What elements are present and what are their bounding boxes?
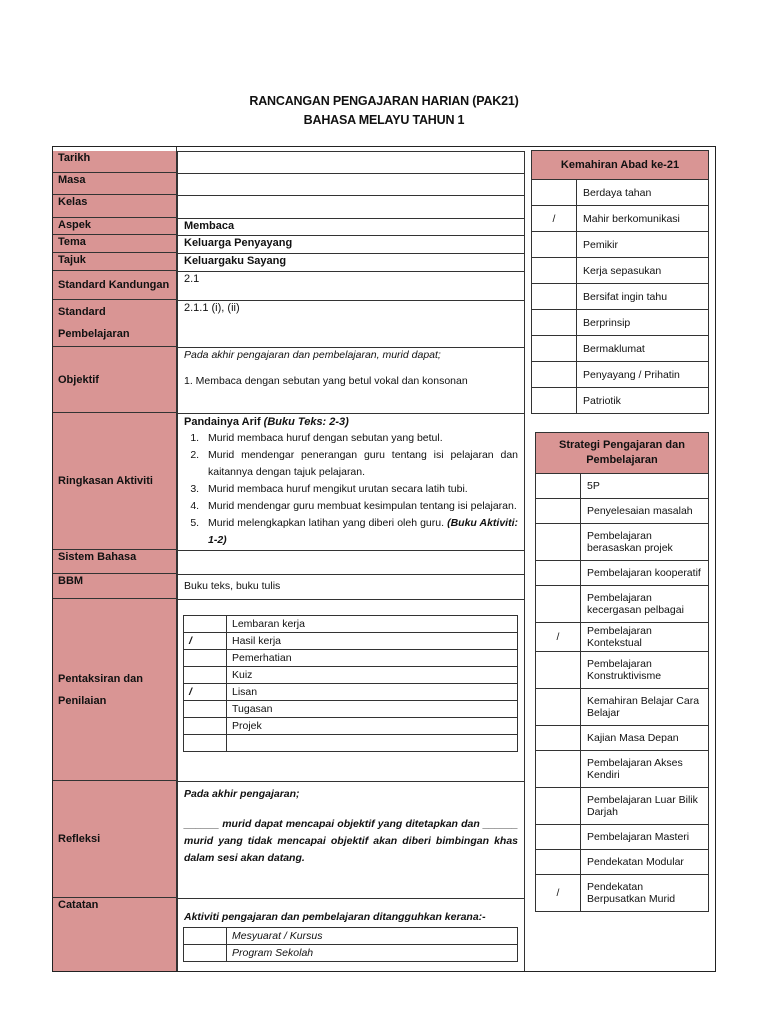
strategi-row [536, 751, 709, 788]
strategi-mark: / [536, 875, 581, 912]
label-sp-line1: Standard [58, 306, 106, 318]
strategi-text: Pendekatan Berpusatkan Murid [581, 875, 709, 912]
label-catatan: Catatan [53, 898, 176, 971]
pentaksiran-mark: / [184, 633, 227, 650]
value-tarikh [177, 151, 525, 174]
kemahiran-row [532, 284, 709, 310]
catatan-table [183, 927, 518, 962]
strategi-table [535, 432, 709, 912]
kemahiran-row [532, 388, 709, 414]
label-pentaksiran [53, 599, 176, 781]
pentaksiran-mark [184, 718, 227, 735]
kemahiran-row [532, 310, 709, 336]
strategi-mark [536, 788, 581, 825]
catatan-text: Mesyuarat / Kursus [227, 928, 518, 945]
label-masa: Masa [53, 173, 176, 195]
pentaksiran-row [184, 718, 518, 735]
kemahiran-mark [532, 388, 577, 414]
kemahiran-mark [532, 284, 577, 310]
value-standard-kandungan: 2.1 [177, 271, 525, 301]
kemahiran-mark [532, 362, 577, 388]
catatan-mark [184, 928, 227, 945]
pentaksiran-row [184, 667, 518, 684]
label-objektif: Objektif [53, 347, 176, 413]
pentaksiran-text: Tugasan [227, 701, 518, 718]
pentaksiran-table [183, 615, 518, 752]
strategi-text: Pembelajaran kecergasan pelbagai [581, 586, 709, 623]
kemahiran-mark: / [532, 206, 577, 232]
strategi-row [536, 689, 709, 726]
pentaksiran-text [227, 735, 518, 752]
pentaksiran-mark: / [184, 684, 227, 701]
label-kelas: Kelas [53, 195, 176, 218]
pentaksiran-mark [184, 701, 227, 718]
kemahiran-text: Kerja sepasukan [577, 258, 709, 284]
kemahiran-title: Kemahiran Abad ke-21 [532, 151, 709, 180]
strategi-text: Pembelajaran Akses Kendiri [581, 751, 709, 788]
strategi-row [536, 623, 709, 652]
label-ringkasan-aktiviti: Ringkasan Aktiviti [53, 413, 176, 550]
strategi-row [536, 850, 709, 875]
strategi-text: Kajian Masa Depan [581, 726, 709, 751]
pentaksiran-mark [184, 735, 227, 752]
ringkasan-item: 2. Murid mendengar penerangan guru tentang isi pelajaran dan kaitannya dengan tajuk pelajaran. [202, 447, 518, 481]
kemahiran-mark [532, 336, 577, 362]
pentaksiran-mark [184, 650, 227, 667]
strategi-mark [536, 524, 581, 561]
strategi-text: 5P [581, 474, 709, 499]
strategi-row [536, 825, 709, 850]
pentaksiran-text: Lembaran kerja [227, 616, 518, 633]
kemahiran-text: Bermaklumat [577, 336, 709, 362]
strategi-mark [536, 652, 581, 689]
kemahiran-text: Berdaya tahan [577, 180, 709, 206]
strategi-mark [536, 689, 581, 726]
kemahiran-row [532, 206, 709, 232]
strategi-title: Strategi Pengajaran dan Pembelajaran [536, 433, 709, 474]
catatan-intro: Aktiviti pengajaran dan pembelajaran ditangguhkan kerana:- [184, 911, 486, 923]
strategi-mark [536, 825, 581, 850]
strategi-mark [536, 850, 581, 875]
value-tema: Keluarga Penyayang [177, 235, 525, 254]
pentaksiran-row [184, 616, 518, 633]
pentaksiran-text: Projek [227, 718, 518, 735]
label-bbm: BBM [53, 574, 176, 599]
kemahiran-row [532, 258, 709, 284]
ringkasan-heading: Pandainya Arif [184, 416, 264, 428]
strategi-mark [536, 726, 581, 751]
label-pentaksiran-line1: Pentaksiran dan [58, 672, 143, 685]
pentaksiran-mark [184, 616, 227, 633]
refleksi-line2: ______ murid dapat mencapai objektif yang ditetapkan dan ______ murid yang tidak mencapai objektif akan diberi bimbingan khas dalam sesi akan datang. [184, 818, 518, 864]
strategi-text: Pembelajaran Kontekstual [581, 623, 709, 652]
strategi-text: Pembelajaran Luar Bilik Darjah [581, 788, 709, 825]
strategi-text: Kemahiran Belajar Cara Belajar [581, 689, 709, 726]
value-bbm: Buku teks, buku tulis [177, 574, 525, 600]
strategi-row [536, 652, 709, 689]
value-aspek: Membaca [177, 218, 525, 236]
kemahiran-mark [532, 232, 577, 258]
ringkasan-last-ref: (Buku Aktiviti: 1-2) [208, 517, 518, 546]
ringkasan-heading-ref: (Buku Teks: 2-3) [263, 416, 349, 428]
document-title: RANCANGAN PENGAJARAN HARIAN (PAK21) [249, 94, 519, 108]
strategi-mark [536, 751, 581, 788]
strategi-row [536, 875, 709, 912]
catatan-mark [184, 945, 227, 962]
strategi-text: Pembelajaran kooperatif [581, 561, 709, 586]
label-refleksi: Refleksi [53, 781, 176, 898]
label-sistem-bahasa: Sistem Bahasa [53, 550, 176, 574]
ringkasan-item: 4. Murid mendengar guru membuat kesimpulan tentang isi pelajaran. [202, 498, 518, 515]
kemahiran-text: Bersifat ingin tahu [577, 284, 709, 310]
value-sistem-bahasa [177, 550, 525, 575]
kemahiran-row [532, 362, 709, 388]
value-tajuk: Keluargaku Sayang [177, 253, 525, 272]
strategi-text: Pembelajaran Masteri [581, 825, 709, 850]
strategi-row [536, 561, 709, 586]
strategi-row [536, 474, 709, 499]
pentaksiran-text: Kuiz [227, 667, 518, 684]
strategi-row [536, 788, 709, 825]
label-tajuk: Tajuk [53, 253, 176, 271]
pentaksiran-mark [184, 667, 227, 684]
strategi-mark [536, 499, 581, 524]
refleksi-line1: Pada akhir pengajaran; [184, 788, 300, 800]
catatan-row [184, 945, 518, 962]
label-aspek: Aspek [53, 218, 176, 235]
ringkasan-item: 3. Murid membaca huruf mengikut urutan secara latih tubi. [202, 481, 518, 498]
label-tema: Tema [53, 235, 176, 253]
catatan-row [184, 928, 518, 945]
strategi-mark [536, 474, 581, 499]
kemahiran-row [532, 180, 709, 206]
document-subtitle: BAHASA MELAYU TAHUN 1 [303, 113, 465, 127]
kemahiran-mark [532, 258, 577, 284]
pentaksiran-row [184, 701, 518, 718]
kemahiran-text: Pemikir [577, 232, 709, 258]
ringkasan-item: 1. Murid membaca huruf dengan sebutan yang betul. [202, 430, 518, 447]
kemahiran-row [532, 232, 709, 258]
label-sp-line2: Pembelajaran [58, 328, 130, 340]
value-refleksi [177, 781, 525, 899]
strategi-text: Pembelajaran berasaskan projek [581, 524, 709, 561]
strategi-mark [536, 561, 581, 586]
value-standard-pembelajaran: 2.1.1 (i), (ii) [177, 300, 525, 348]
strategi-row [536, 524, 709, 561]
kemahiran-mark [532, 180, 577, 206]
strategi-row [536, 499, 709, 524]
kemahiran-text: Mahir berkomunikasi [577, 206, 709, 232]
kemahiran-row [532, 336, 709, 362]
ringkasan-list [184, 430, 518, 549]
pentaksiran-row [184, 650, 518, 667]
ringkasan-item [202, 515, 518, 549]
value-kelas [177, 195, 525, 219]
kemahiran-mark [532, 310, 577, 336]
pentaksiran-text: Lisan [227, 684, 518, 701]
kemahiran-text: Berprinsip [577, 310, 709, 336]
strategi-text: Pendekatan Modular [581, 850, 709, 875]
kemahiran-table [531, 150, 709, 414]
pentaksiran-row [184, 735, 518, 752]
pentaksiran-text: Pemerhatian [227, 650, 518, 667]
strategi-text: Penyelesaian masalah [581, 499, 709, 524]
objektif-item: 1. Membaca dengan sebutan yang betul vokal dan konsonan [184, 375, 468, 387]
strategi-row [536, 586, 709, 623]
pentaksiran-row [184, 684, 518, 701]
value-masa [177, 173, 525, 196]
kemahiran-text: Patriotik [577, 388, 709, 414]
catatan-text: Program Sekolah [227, 945, 518, 962]
label-tarikh: Tarikh [53, 151, 176, 173]
strategi-mark: / [536, 623, 581, 652]
value-ringkasan [177, 413, 525, 551]
label-pentaksiran-line2: Penilaian [58, 694, 107, 707]
pentaksiran-text: Hasil kerja [227, 633, 518, 650]
label-standard-kandungan: Standard Kandungan [53, 271, 176, 300]
strategi-text: Pembelajaran Konstruktivisme [581, 652, 709, 689]
strategi-row [536, 726, 709, 751]
kemahiran-text: Penyayang / Prihatin [577, 362, 709, 388]
pentaksiran-row [184, 633, 518, 650]
ringkasan-item-text: Murid melengkapkan latihan yang diberi oleh guru. [208, 517, 448, 529]
value-objektif [177, 347, 525, 414]
label-standard-pembelajaran [53, 300, 176, 347]
objektif-intro: Pada akhir pengajaran dan pembelajaran, murid dapat; [184, 349, 441, 361]
strategi-mark [536, 586, 581, 623]
